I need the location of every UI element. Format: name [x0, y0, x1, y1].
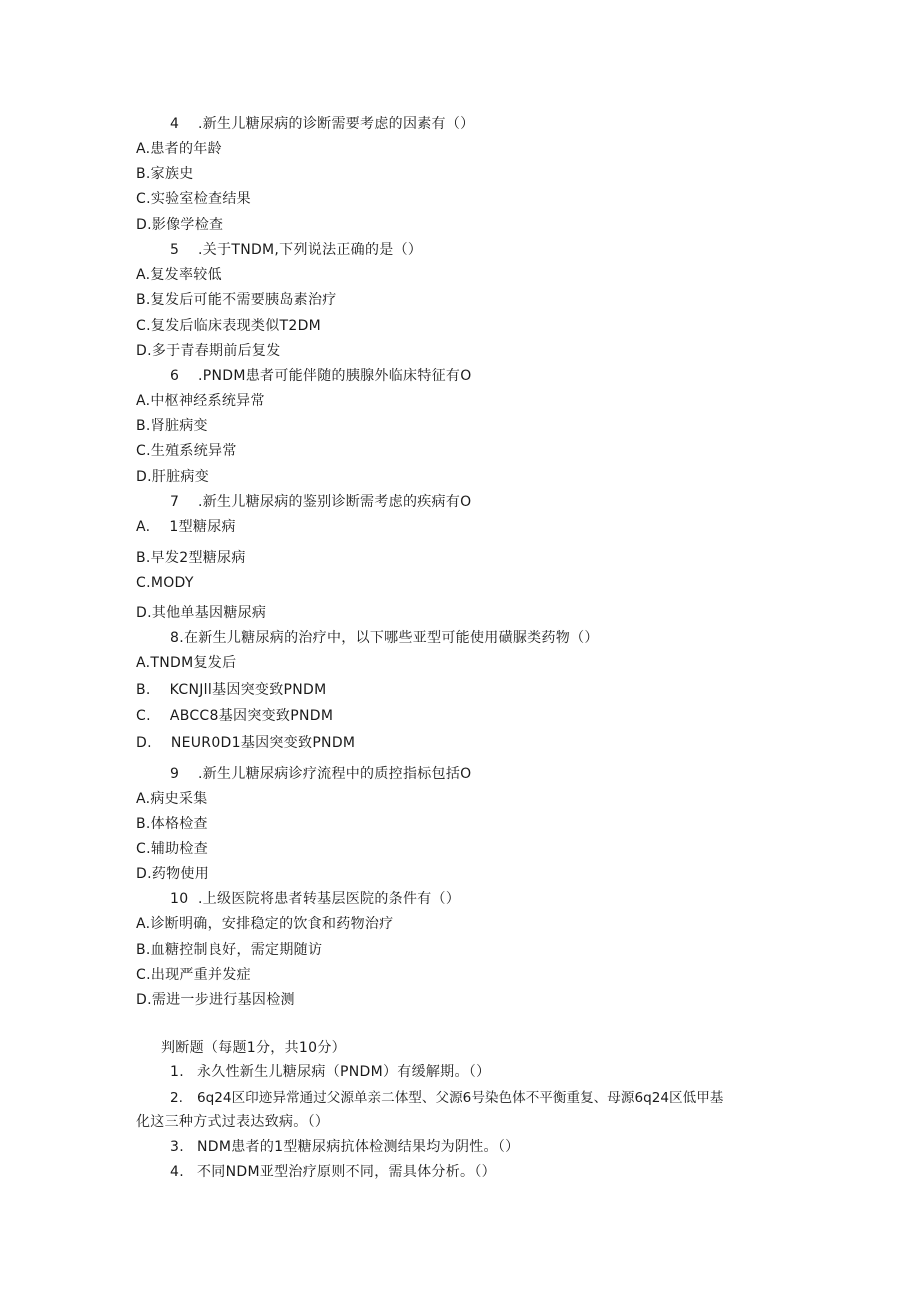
judgment-item-2	[170, 1088, 723, 1108]
judgment-item-2-continuation: 化这三种方式过表达致病。（）	[136, 1114, 330, 1130]
option-b: B.家族史	[136, 166, 194, 182]
judgment-number: 2.	[170, 1090, 183, 1106]
judgment-number: 3.	[170, 1139, 184, 1155]
judgment-item-3	[170, 1137, 519, 1157]
option-b: B.体格检查	[136, 816, 208, 832]
option-b: B.血糖控制良好，需定期随访	[136, 942, 323, 958]
question-text: .在新生儿糖尿病的治疗中，以下哪些亚型可能使用磺脲类药物（）	[179, 630, 599, 646]
option-c: C.实验室检查结果	[136, 191, 251, 207]
question-10	[170, 889, 460, 909]
question-7	[170, 492, 471, 512]
option-b: B. KCNJll基因突变致PNDM	[136, 682, 327, 698]
question-text: .关于TNDM,下列说法正确的是（）	[198, 242, 423, 258]
question-text: .上级医院将患者转基层医院的条件有（）	[198, 891, 461, 907]
question-text: .新生儿糖尿病诊疗流程中的质控指标包括O	[198, 766, 472, 782]
question-5	[170, 240, 422, 260]
option-a: A.诊断明确，安排稳定的饮食和药物治疗	[136, 916, 394, 932]
option-d: D.需进一步进行基因检测	[136, 992, 295, 1008]
question-number: 7	[170, 494, 180, 510]
option-c: C.生殖系统异常	[136, 443, 237, 459]
question-9	[170, 764, 471, 784]
question-number: 4	[170, 116, 180, 132]
judgment-number: 1.	[170, 1064, 184, 1080]
question-text: .PNDM患者可能伴随的胰腺外临床特征有O	[198, 368, 472, 384]
option-c: C. ABCC8基因突变致PNDM	[136, 708, 334, 724]
question-number: 8	[170, 630, 180, 646]
option-c: C.出现严重并发症	[136, 967, 251, 983]
option-a: A. 1型糖尿病	[136, 519, 236, 535]
option-b: B.肾脏病变	[136, 418, 208, 434]
option-d: D.影像学检查	[136, 217, 224, 233]
option-d: D.肝脏病变	[136, 469, 210, 485]
judgment-text: 不同NDM亚型治疗原则不同，需具体分析。（）	[197, 1164, 496, 1180]
judgment-number: 4.	[170, 1164, 184, 1180]
option-c: C.MODY	[136, 575, 194, 591]
option-a: A.患者的年龄	[136, 141, 222, 157]
question-8	[170, 628, 599, 648]
option-a: A.中枢神经系统异常	[136, 393, 265, 409]
question-number: 9	[170, 766, 180, 782]
question-text: .新生儿糖尿病的鉴别诊断需考虑的疾病有O	[198, 494, 472, 510]
option-a: A.病史采集	[136, 791, 208, 807]
option-b: B.早发2型糖尿病	[136, 550, 246, 566]
question-number: 10	[170, 891, 189, 907]
option-d: D.药物使用	[136, 866, 210, 882]
option-c: C.复发后临床表现类似T2DM	[136, 318, 322, 334]
question-text: .新生儿糖尿病的诊断需要考虑的因素有（）	[198, 116, 475, 132]
judgment-text: 6q24区印迹异常通过父源单亲二体型、父源6号染色体不平衡重复、母源6q24区低甲基	[197, 1090, 724, 1106]
question-number: 5	[170, 242, 180, 258]
question-number: 6	[170, 368, 180, 384]
option-d: D.其他单基因糖尿病	[136, 605, 267, 621]
judgment-heading: 判断题（每题1分，共10分）	[161, 1040, 346, 1056]
option-a: A.复发率较低	[136, 267, 222, 283]
option-d: D.多于青春期前后复发	[136, 343, 281, 359]
option-a: A.TNDM复发后	[136, 655, 237, 671]
judgment-text: NDM患者的1型糖尿病抗体检测结果均为阴性。（）	[197, 1139, 520, 1155]
question-6	[170, 366, 472, 386]
question-4	[170, 114, 474, 134]
judgment-text: 永久性新生儿糖尿病（PNDM）有缓解期。（）	[197, 1064, 491, 1080]
option-c: C.辅助检查	[136, 841, 209, 857]
option-d: D. NEUR0D1基因突变致PNDM	[136, 735, 356, 751]
judgment-item-4	[170, 1162, 496, 1182]
option-b: B.复发后可能不需要胰岛素治疗	[136, 292, 337, 308]
judgment-item-1	[170, 1062, 490, 1082]
